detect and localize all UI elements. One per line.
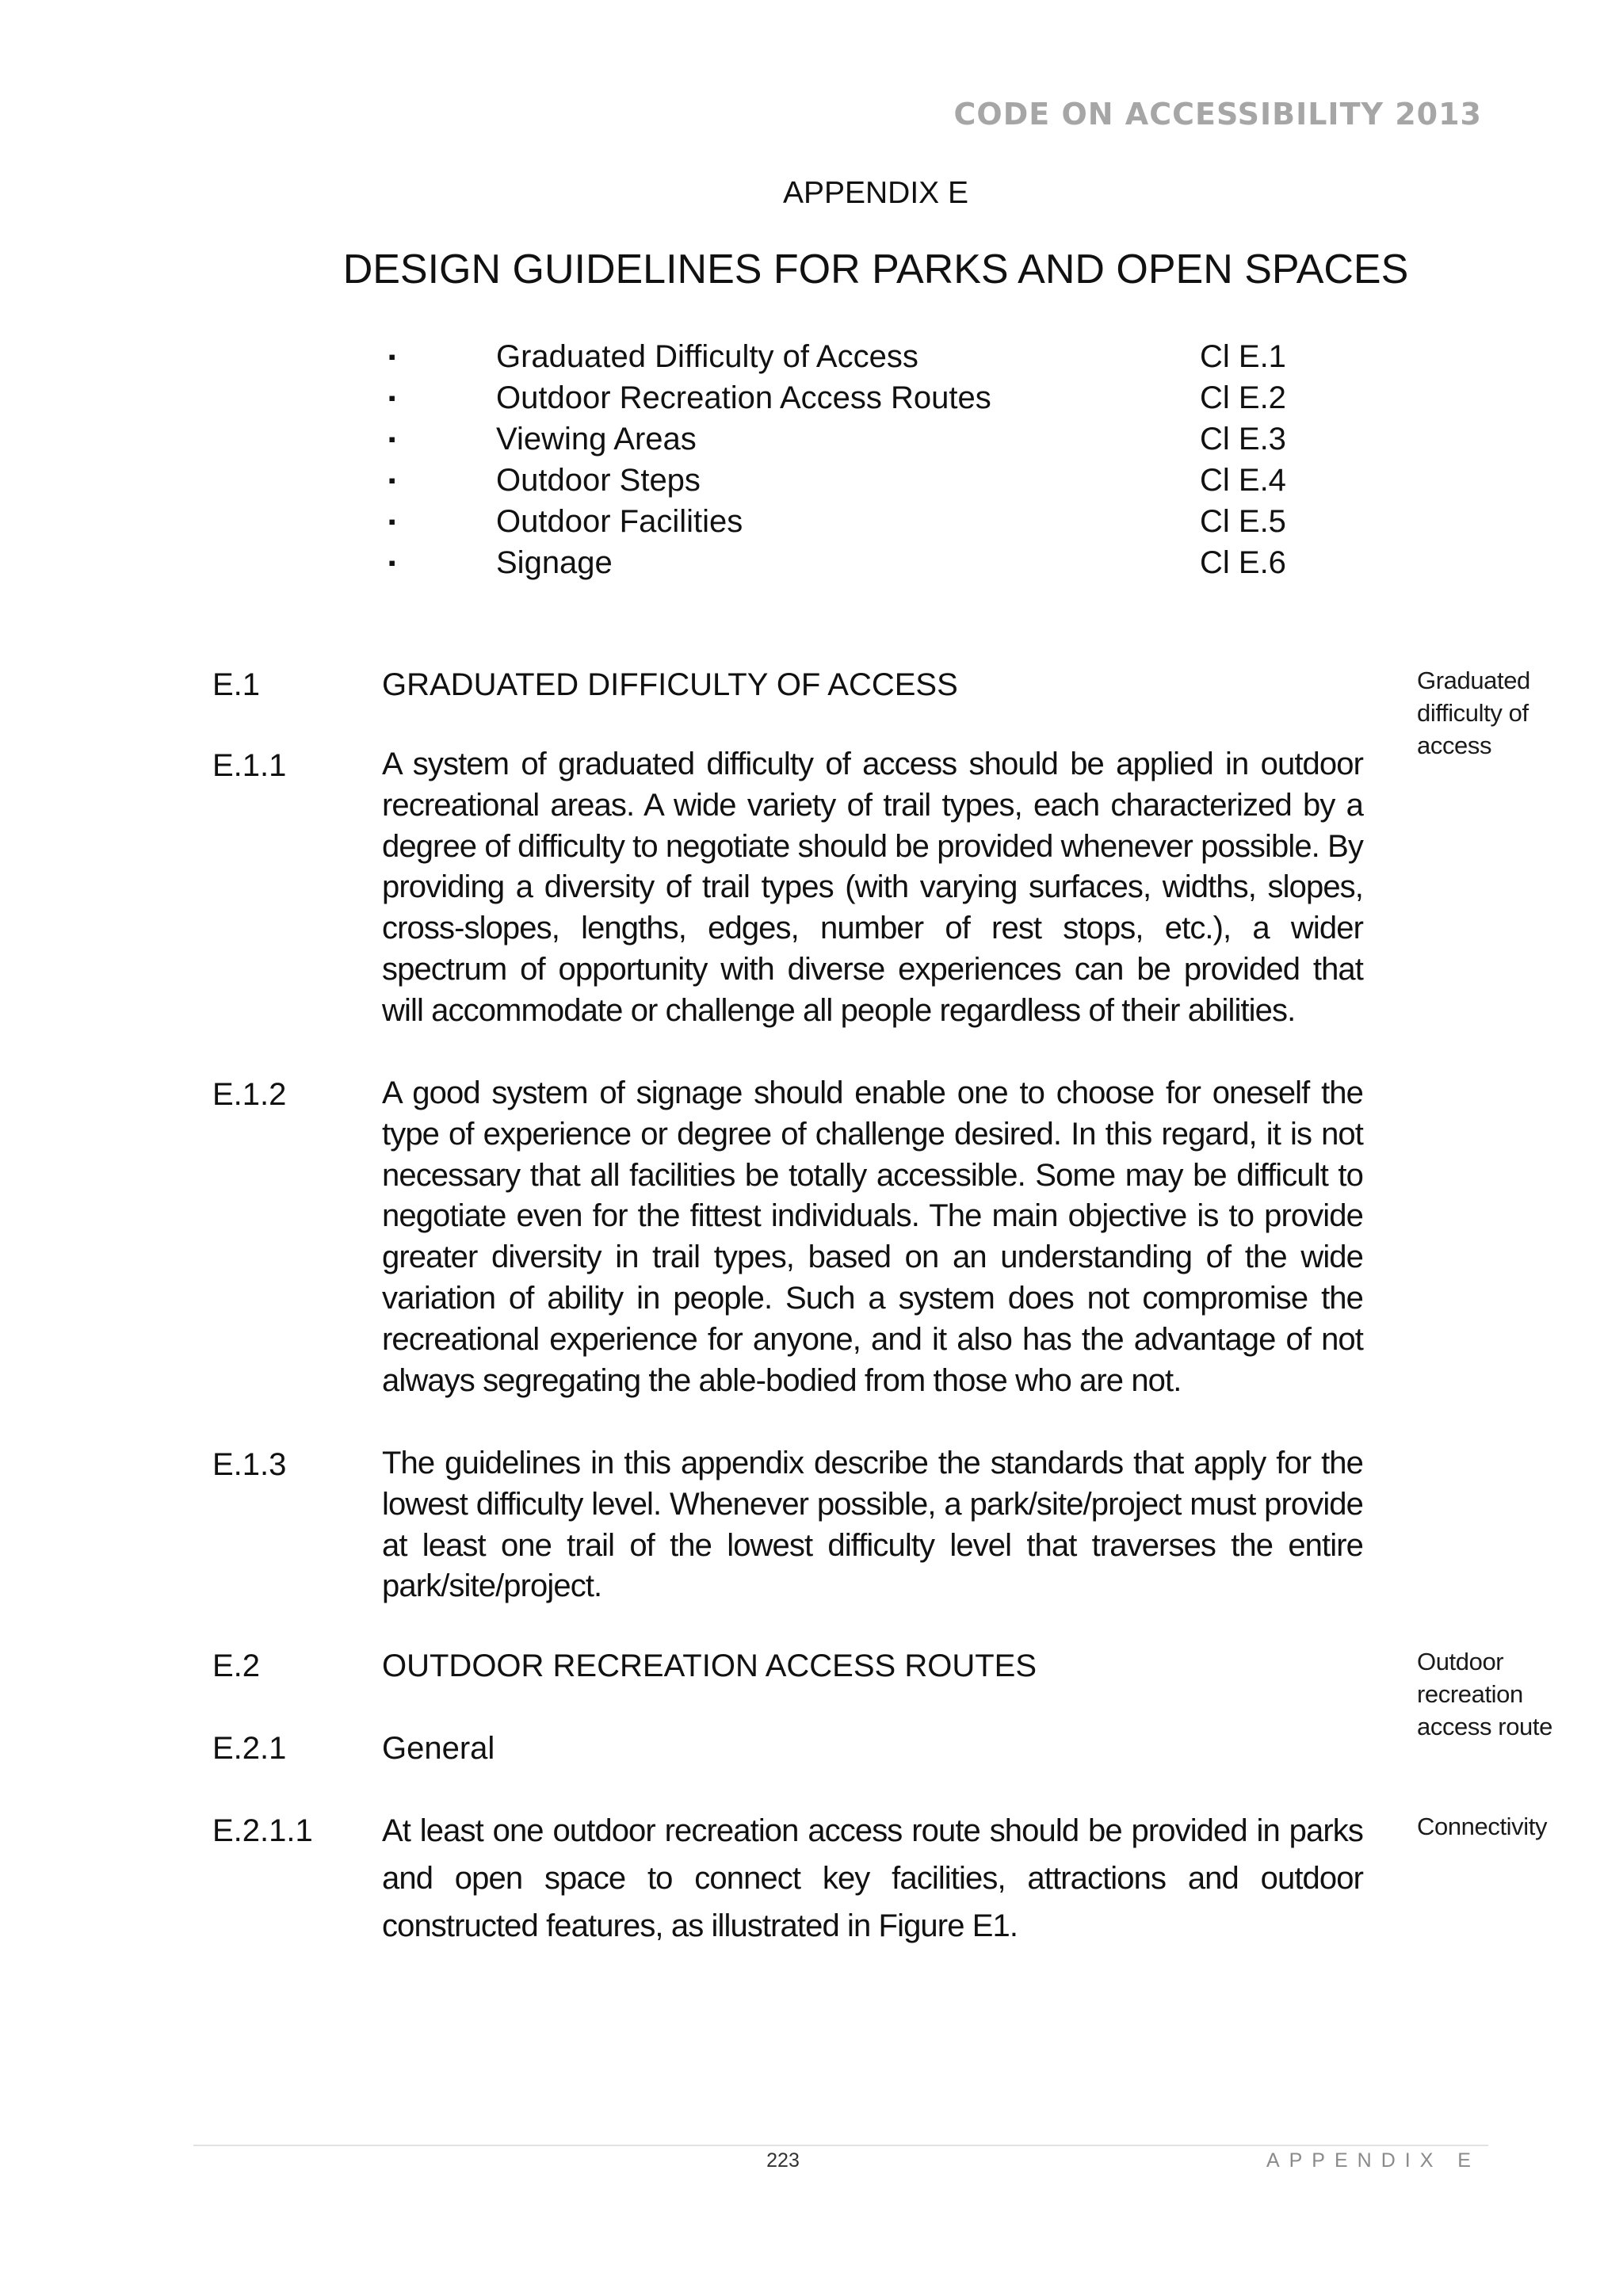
clause-text: The guidelines in this appendix describe the standards that apply for the lowest difficulty level. Whenever possible, a park/site/project must provide at least one trail of the lowest difficulty level that traverses the entire park/site/project. xyxy=(382,1446,1363,1604)
running-header: CODE ON ACCESSIBILITY 2013 xyxy=(953,97,1482,132)
clause-number: E.1.3 xyxy=(212,1447,287,1482)
bullet-icon: ▪ xyxy=(388,551,396,575)
toc-item xyxy=(388,418,1300,460)
bullet-icon: ▪ xyxy=(388,468,396,492)
footer-divider xyxy=(193,2145,1488,2146)
toc-item-ref: Cl E.1 xyxy=(1200,339,1286,374)
bullet-icon: ▪ xyxy=(388,510,396,533)
bullet-icon: ▪ xyxy=(388,386,396,410)
toc-item-title: Viewing Areas xyxy=(496,422,697,457)
toc-item xyxy=(388,542,1300,583)
margin-note: Graduated difficulty of access xyxy=(1417,667,1530,759)
toc-item xyxy=(388,460,1300,501)
clause-text: At least one outdoor recreation access route should be provided in parks and open space to connect key facilities, attractions and outdoor constructed features, as illustrated in Figure E1. xyxy=(382,1813,1363,1943)
toc-item-title: Signage xyxy=(496,545,613,580)
section-number: E.2 xyxy=(212,1648,261,1683)
section-heading: GRADUATED DIFFICULTY OF ACCESS xyxy=(382,667,958,702)
toc-item xyxy=(388,501,1300,542)
toc-item-ref: Cl E.4 xyxy=(1200,463,1286,498)
toc-item-ref: Cl E.6 xyxy=(1200,545,1286,580)
toc-item-title: Outdoor Recreation Access Routes xyxy=(496,380,991,415)
table-of-contents xyxy=(388,336,1300,583)
clause-number: E.1.1 xyxy=(212,748,287,783)
subsection-number: E.2.1 xyxy=(212,1731,287,1766)
clause-text: A system of graduated difficulty of access should be applied in outdoor recreational areas. A wide variety of trail types, each characterized by a degree of difficulty to negotiate should be provided whenever possible. By providing a diversity of trail types (with varying surfaces, widths, slopes, cross-slopes, lengths, edges, number of rest stops, etc.), a wider spectrum of opportunity with diverse experiences can be provided that will accommodate or challenge all people regardless of their abilities. xyxy=(382,747,1363,1028)
clause-text: A good system of signage should enable one to choose for oneself the type of experience or degree of challenge desired. In this regard, it is not necessary that all facilities be totally accessible. Some may be difficult to negotiate even for the fittest individuals. The main objective is to provide greater diversity in trail types, based on an understanding of the wide variation of ability in people. Such a system does not compromise the recreational experience for anyone, and it also has the advantage of not always segregating the able-bodied from those who are not. xyxy=(382,1075,1363,1398)
toc-item-ref: Cl E.2 xyxy=(1200,380,1286,415)
margin-note: Connectivity xyxy=(1417,1813,1548,1840)
clause-number: E.1.2 xyxy=(212,1077,287,1112)
section-heading: OUTDOOR RECREATION ACCESS ROUTES xyxy=(382,1648,1037,1683)
toc-item xyxy=(388,377,1300,418)
bullet-icon: ▪ xyxy=(388,427,396,451)
bullet-icon: ▪ xyxy=(388,345,396,369)
appendix-label: APPENDIX E xyxy=(782,176,969,210)
footer-appendix-label: APPENDIX E xyxy=(1266,2149,1480,2172)
page-number: 223 xyxy=(766,2149,800,2172)
section-number: E.1 xyxy=(212,667,261,702)
toc-item-ref: Cl E.3 xyxy=(1200,422,1286,457)
margin-note: Outdoor recreation access route xyxy=(1417,1648,1552,1740)
subsection-heading: General xyxy=(382,1731,495,1766)
document-title: DESIGN GUIDELINES FOR PARKS AND OPEN SPACES xyxy=(342,246,1409,292)
toc-item-title: Outdoor Steps xyxy=(496,463,701,498)
toc-item-ref: Cl E.5 xyxy=(1200,504,1286,539)
clause-number: E.2.1.1 xyxy=(212,1813,313,1848)
toc-item-title: Graduated Difficulty of Access xyxy=(496,339,918,374)
toc-item-title: Outdoor Facilities xyxy=(496,504,743,539)
toc-item xyxy=(388,336,1300,377)
